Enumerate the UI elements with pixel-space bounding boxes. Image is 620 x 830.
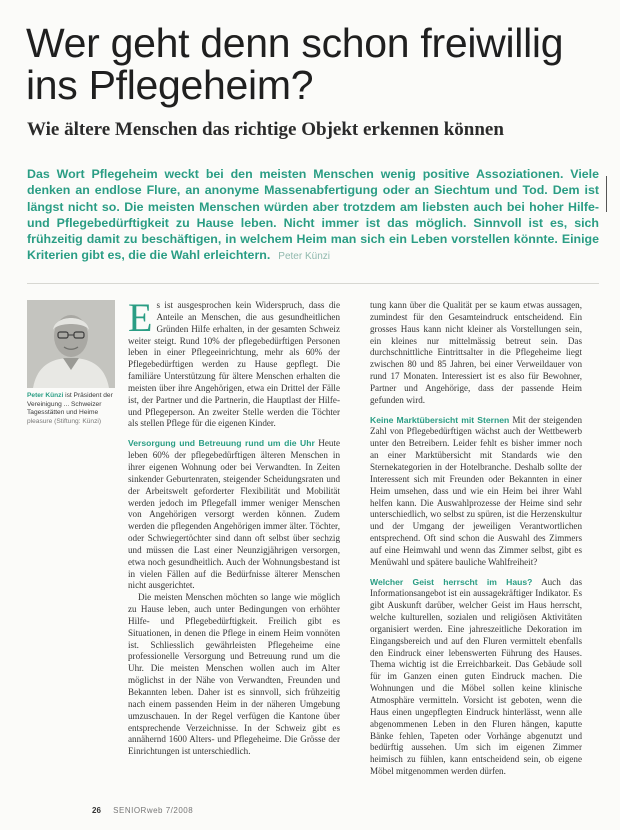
- page-footer: [92, 806, 312, 815]
- column-2-para-1: Mit der steigenden Zahl von Pflegebedürftigen wächst auch der Wettbewerb unter den Betreibern. Leider fehlt es bisher immer noch an einer Marktübersicht mit Standards wie den Sternekategorien in der Hotelbranche. Deshalb sollte der Interessent sich mit Freunden oder Bekannten in einer Heim umsehen, dass und wie ein Heim bei ihrer Wahl helfen kann. Die Auswahlprozesse der Heime sind sehr unterschiedlich, wo selbst zu spüren, ist die Herzenskultur und der Umgang der jeweiligen Verantwortlichen entsprechend. Oft sind schon die Auswahl des Zimmers auf eine Heimwahl und wenn das Zimmer selbst, gibt es Menüwahl und spätere bauliche Wahlfreiheit?: [370, 414, 583, 567]
- column-1-section-1: [128, 438, 340, 592]
- column-2-para-2: Auch das Informationsangebot ist ein aussagekräftiger Indikator. Es gibt Auskunft darüber, welcher Geist im Haus herrscht, welche kulturellen, sozialen und religiösen Aktivitäten organisiert werden. Eine jahreszeitliche Dekoration im Eingangsbereich und auf den Fluren vermittelt ebenfalls den Eindruck einer lebenswerten Führung des Hauses. Thema wichtig ist die Erreichbarkeit. Das Gebäude soll für im Ganzen einen guten Eindruck machen. Die Wohnungen und die Möbel sollen keine klinische Atmosphäre vermitteln. Vorsicht ist geboten, wenn die Haus einen ungepflegten Eindruck hinterlässt, wenn alle abgenommenen Leben in den Fluren hängen, kaputte Bänke fehlen, Tapeten oder Vorhänge abgenutzt und bedürftig aussehen. Um sich im eigenen Zimmer heimisch zu fühlen, kann entscheidend sein, ob eigene Möbel mitgenommen werden dürfen.: [370, 576, 583, 777]
- article-lead: [27, 166, 599, 266]
- subheading-versorgung: Versorgung und Betreuung rund um die Uhr: [128, 438, 315, 449]
- text-column-2: [370, 300, 582, 778]
- portrait-image: [27, 300, 115, 388]
- subheading-marktuebersicht: Keine Marktübersicht mit Sternen: [370, 414, 510, 425]
- magazine-name: SENIORweb 7/2008: [113, 806, 194, 815]
- drop-cap: E: [128, 295, 153, 340]
- author-photo: [27, 300, 115, 388]
- column-2-section-1: [370, 415, 582, 569]
- caption-name: Peter Künzi: [27, 392, 64, 399]
- article-subtitle: Wie ältere Menschen das richtige Objekt erkennen können: [27, 119, 504, 140]
- column-1-intro: [128, 295, 340, 430]
- column-2-section-2: [370, 577, 582, 778]
- photo-credit: pleasure (Stiftung: Künzi): [27, 417, 102, 425]
- subheading-geist: Welcher Geist herrscht im Haus?: [370, 576, 533, 587]
- column-1-intro-text: s ist ausgesprochen kein Widerspruch, dass die Anteile an Menschen, die aus gesundheitlichen Gründen Hilfe erhalten, in der gesamten Schweiz weiter steigt. Rund 10% der pflegebedürftigen Personen leben in einer Pflegeeinrichtung, mehr als 60% der Pflegebedürftigen werden zu Hause gepflegt. Die familiäre Unterstützung für ältere Menschen erhalten die meisten über ihre Angehörigen, etwa ein Drittel der Fälle ist, der Partner und die Partnerin, die Hauptlast der Hilfe- und Pflegeperson. An zweiter Stelle werden die Töchter als stellen Pflege für die eigenen Kinder.: [128, 300, 340, 429]
- column-2-intro: tung kann über die Qualität per se kaum etwas aussagen, zumindest für den Gesamteindruck entscheidend. Ein grosses Haus kann nicht kleiner als Vorstellungen sein, ein kleines nur mittelmässig betreut sein. Das durchschnittliche Eintrittsalter in die Pflegeheime liegt zwischen 80 und 85 Jahren, bei einer Verweildauer von rund 17 Monaten. Interessiert ist es also für Bewohner, Partner und Angehörige, dass der passende Heim gefunden wird.: [370, 300, 582, 405]
- column-1-para-1: Heute leben 60% der pflegebedürftigen älteren Menschen in ihrer eigenen Wohnung oder bei Verwandten. In Zeiten sinkender Geburtenraten, steigender Scheidungsraten und der Arbeitswelt geforderter Flexibilität und Mobilität werden jedoch im Pflegefall immer weniger Menschen von Angehörigen versorgt werden können. Zudem werden die pflegenden Angehörigen immer älter. Töchter, oder Schwiegertöchter sind dann oft selbst über sechzig und müssen die Last einer Neunzigjährigen versorgen, etwa noch gesundheitlich. Auch der Wohnungsbestand ist in vielen Fällen auf die Bedürfnisse älterer Menschen nicht ausgerichtet.: [128, 438, 340, 591]
- lead-author: Peter Künzi: [278, 251, 330, 263]
- divider: [27, 283, 599, 284]
- column-1-para-2: Die meisten Menschen möchten so lange wie möglich zu Hause leben, auch unter Bedingungen von erhöhter Hilfe- und Pflegebedürftigkeit. Freilich gibt es Situationen, in denen die Pflege in einem Heim vonnöten ist. Schliesslich gewährleisten Pflegeheime eine professionelle Versorgung und Betreuung rund um die Uhr. Die meisten Menschen wollen auch im Alter möglichst in der Nähe von Verwandten, Freunden und Bekannten leben. Daher ist es sinnvoll, sich frühzeitig nach einem passenden Heim in der näheren Umgebung umzuschauen. In der Regel verfügen die Kantone über entsprechende Verzeichnisse. In der Schweiz gibt es annähernd 1600 Alters- und Pflegeheime. Die Grösse der Einrichtungen ist unterschiedlich.: [128, 592, 340, 757]
- text-column-1: [128, 295, 340, 758]
- margin-mark: [606, 176, 607, 212]
- caption-text: ist Präsident der Vereinigung ... Schweizer Tagesstätten und Heime: [27, 392, 113, 417]
- photo-caption: [27, 392, 113, 426]
- page-number: 26: [92, 806, 101, 815]
- article-headline: Wer geht denn schon freiwillig ins Pflegeheim?: [26, 20, 564, 108]
- lead-text: Das Wort Pflegeheim weckt bei den meisten Menschen wenig positive Assoziationen. Viele denken an endlose Flure, an anonyme Massenabfertigung oder an Siechtum und Tod. Dem ist längst nicht so. Die meisten Menschen würden aber trotzdem am liebsten auch bei hoher Hilfe- und Pflegebedürftigkeit zu Hause leben. Nicht immer ist das möglich. Sinnvoll ist es, sich frühzeitig damit zu beschäftigen, in welchem Heim man sich ein Leben vorstellen könnte. Einige Kriterien gibt es, die die Wahl erleichtern.: [27, 167, 599, 263]
